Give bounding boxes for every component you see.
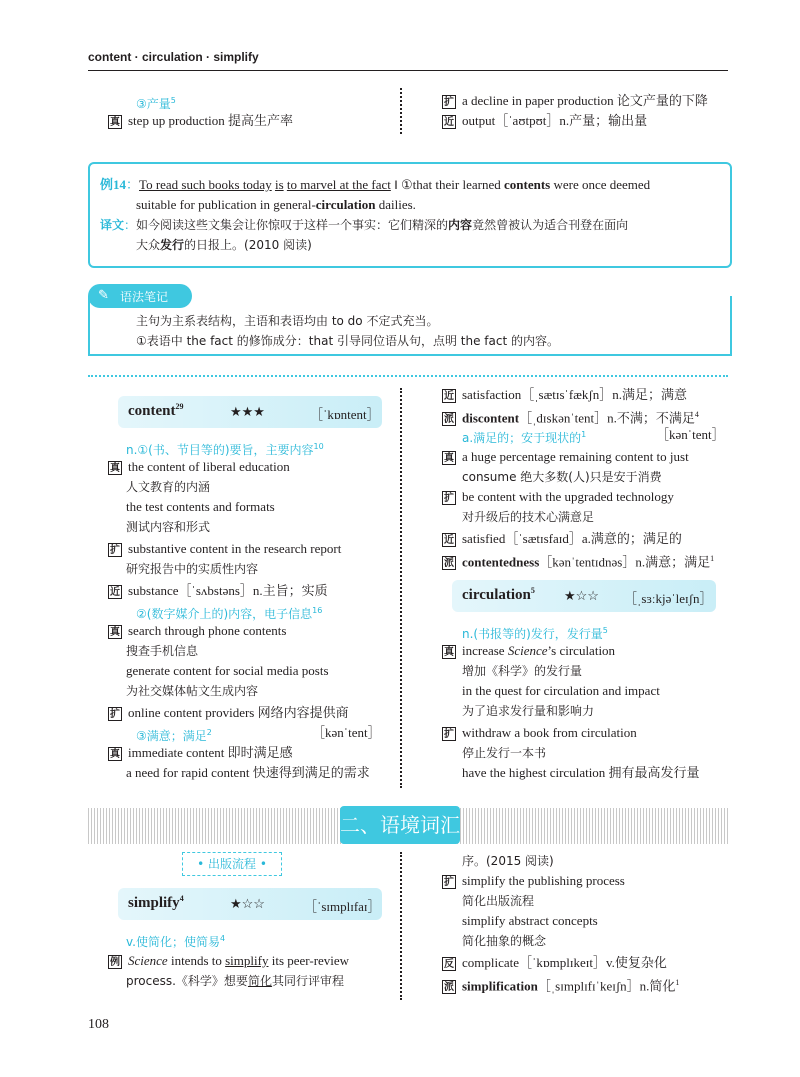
content-ex4-zh: 搜查手机信息 — [126, 644, 199, 658]
headword-circulation: circulation$^5$ — [462, 586, 535, 603]
simplify-ext1-en: 扩 simplify the publishing process — [444, 873, 625, 889]
column-divider — [400, 388, 414, 788]
content-sense1: n.①(书、节目等的)要旨，主要内容$^{10}$ — [126, 442, 324, 457]
section-title: 二、语境词汇 — [340, 806, 460, 844]
example-14-line1: 例14：To read such books today is to marvel at the fact ‖ ①that their learned contents were once deemed — [100, 177, 651, 192]
circulation-ex1-zh: 增加《科学》的发行量 — [462, 664, 583, 678]
circulation-last: have the highest circulation 拥有最高发行量 — [462, 765, 700, 780]
content-ex2-en: the test contents and formats — [126, 499, 275, 514]
phonetic: ［ˈkɒntent］ — [310, 407, 380, 422]
simplify-sense: v.使简化；使简易$^4$ — [126, 934, 226, 949]
simplify-ext1-zh: 简化出版流程 — [462, 894, 535, 908]
headword-simplify: simplify$^4$ — [128, 894, 184, 911]
grammar-line2: ①表语中 the fact 的修饰成分：that 引导同位语从句，点明 the fact 的内容。 — [136, 334, 559, 348]
content-adj-ex1-zh: consume 绝大多数(人)只是安于消费 — [462, 470, 662, 484]
phonetic: ［ˌsɜːkjəˈleɪʃn］ — [624, 591, 713, 606]
content-right-near: 近 satisfaction［ˌsætɪsˈfækʃn］n.满足；满意 — [444, 387, 687, 403]
page-number: 108 — [88, 1017, 109, 1032]
content-ex7: a need for rapid content 快速得到满足的需求 — [126, 765, 370, 780]
content-adj-phonetic: ［kənˈtent］ — [656, 427, 725, 442]
circulation-ex2-zh: 为了追求发行量和影响力 — [462, 704, 595, 718]
simplify-example-end: 序。(2015 阅读) — [462, 854, 554, 868]
content-adj-sense: a.满足的；安于现状的$^1$ — [462, 430, 587, 445]
content-ex3-zh: 研究报告中的实质性内容 — [126, 562, 259, 576]
content-sense3: ③满意；满足$^2$ — [136, 728, 212, 743]
topic-tag: • 出版流程 • — [182, 852, 282, 876]
column-divider — [400, 88, 414, 134]
sense-production: ③产量$^5$ — [136, 96, 176, 111]
simplify-headword-box — [118, 888, 382, 920]
circulation-ex3-en: 扩 withdraw a book from circulation — [444, 725, 637, 741]
content-adj-derived: 派 contentedness［kənˈtentɪdnəs］n.满意；满足$^1$ — [444, 554, 715, 570]
dotted-separator — [88, 375, 728, 377]
grammar-line1: 主句为主系表结构，主语和表语均由 to do 不定式充当。 — [136, 314, 439, 328]
simplify-antonym: 反 complicate［ˈkɒmplɪkeɪt］v.使复杂化 — [444, 955, 667, 971]
content-near1: 近 substance［ˈsʌbstəns］n.主旨；实质 — [110, 583, 328, 599]
pen-icon: ✎ — [98, 287, 109, 302]
example-14-translation1: 译文：如今阅读这些文集会让你惊叹于这样一个事实：它们精深的内容竟然曾被认为适合刊登在面向 — [100, 218, 629, 232]
content-ex5-en: generate content for social media posts — [126, 663, 329, 678]
example-14-translation2: 大众发行的日报上。(2010 阅读) — [136, 238, 312, 252]
content-adj-ex2-en: 扩 be content with the upgraded technology — [444, 489, 674, 505]
content-ex2-zh: 测试内容和形式 — [126, 520, 211, 534]
content-ex6: 真 immediate content 即时满足感 — [110, 745, 293, 761]
content-ex3-en: 扩 substantive content in the research report — [110, 541, 342, 557]
content-ex1-en: 真 the content of liberal education — [110, 459, 290, 475]
star-rating: ★☆☆ — [230, 896, 265, 911]
simplify-example-line2: process.《科学》想要简化其同行评审程 — [126, 974, 344, 988]
content-ex1-zh: 人文教育的内涵 — [126, 480, 211, 494]
star-rating: ★★★ — [230, 404, 265, 419]
top-right-ext: 扩 a decline in paper production 论文产量的下降 — [444, 93, 708, 109]
content-ext2: 扩 online content providers 网络内容提供商 — [110, 705, 349, 721]
column-divider — [400, 852, 414, 1000]
simplify-ext2-en: simplify abstract concepts — [462, 913, 598, 928]
content-adj-near: 近 satisfied［ˈsætɪsfaɪd］a.满意的；满足的 — [444, 531, 682, 547]
simplify-ext2-zh: 简化抽象的概念 — [462, 934, 547, 948]
simplify-example-line1: 例 Science intends to simplify its peer-review — [110, 953, 350, 969]
circulation-ex2-en: in the quest for circulation and impact — [462, 683, 660, 698]
example-14-line2: suitable for publication in general-circulation dailies. — [136, 197, 416, 212]
headword-content: content$^{29}$ — [128, 402, 184, 419]
circulation-sense: n.(书报等的)发行，发行量$^5$ — [462, 626, 608, 641]
content-adj-ex1-en: 真 a huge percentage remaining content to just — [444, 449, 689, 465]
content-sense2: ②(数字媒介上的)内容，电子信息$^{16}$ — [136, 606, 323, 621]
circulation-headword-box — [452, 580, 716, 612]
phonetic: ［ˈsɪmplɪfaɪ］ — [304, 899, 381, 914]
circulation-ex3-zh: 停止发行一本书 — [462, 746, 547, 760]
running-header: content · circulation · simplify — [88, 50, 259, 64]
content-sense3-phonetic: ［kənˈtent］ — [312, 725, 381, 740]
top-right-near: 近 output［ˈaʊtpʊt］n.产量；输出量 — [444, 113, 648, 129]
content-ex4-en: 真 search through phone contents — [110, 623, 287, 639]
content-right-derived: 派 discontent［ˌdɪskənˈtent］n.不满；不满足$^4$ — [444, 410, 699, 426]
content-headword-box — [118, 396, 382, 428]
top-left-example: 真 step up production 提高生产率 — [110, 113, 294, 129]
grammar-label: ✎ 语法笔记 — [88, 284, 192, 308]
circulation-ex1-en: 真 increase Science’s circulation — [444, 643, 616, 659]
simplify-derived: 派 simplification［ˌsɪmplɪfɪˈkeɪʃn］n.简化$^1$ — [444, 978, 680, 994]
content-adj-ex2-zh: 对升级后的技术心满意足 — [462, 510, 595, 524]
star-rating: ★☆☆ — [564, 588, 599, 603]
header-rule — [88, 70, 728, 71]
content-ex5-zh: 为社交媒体帖文生成内容 — [126, 684, 259, 698]
